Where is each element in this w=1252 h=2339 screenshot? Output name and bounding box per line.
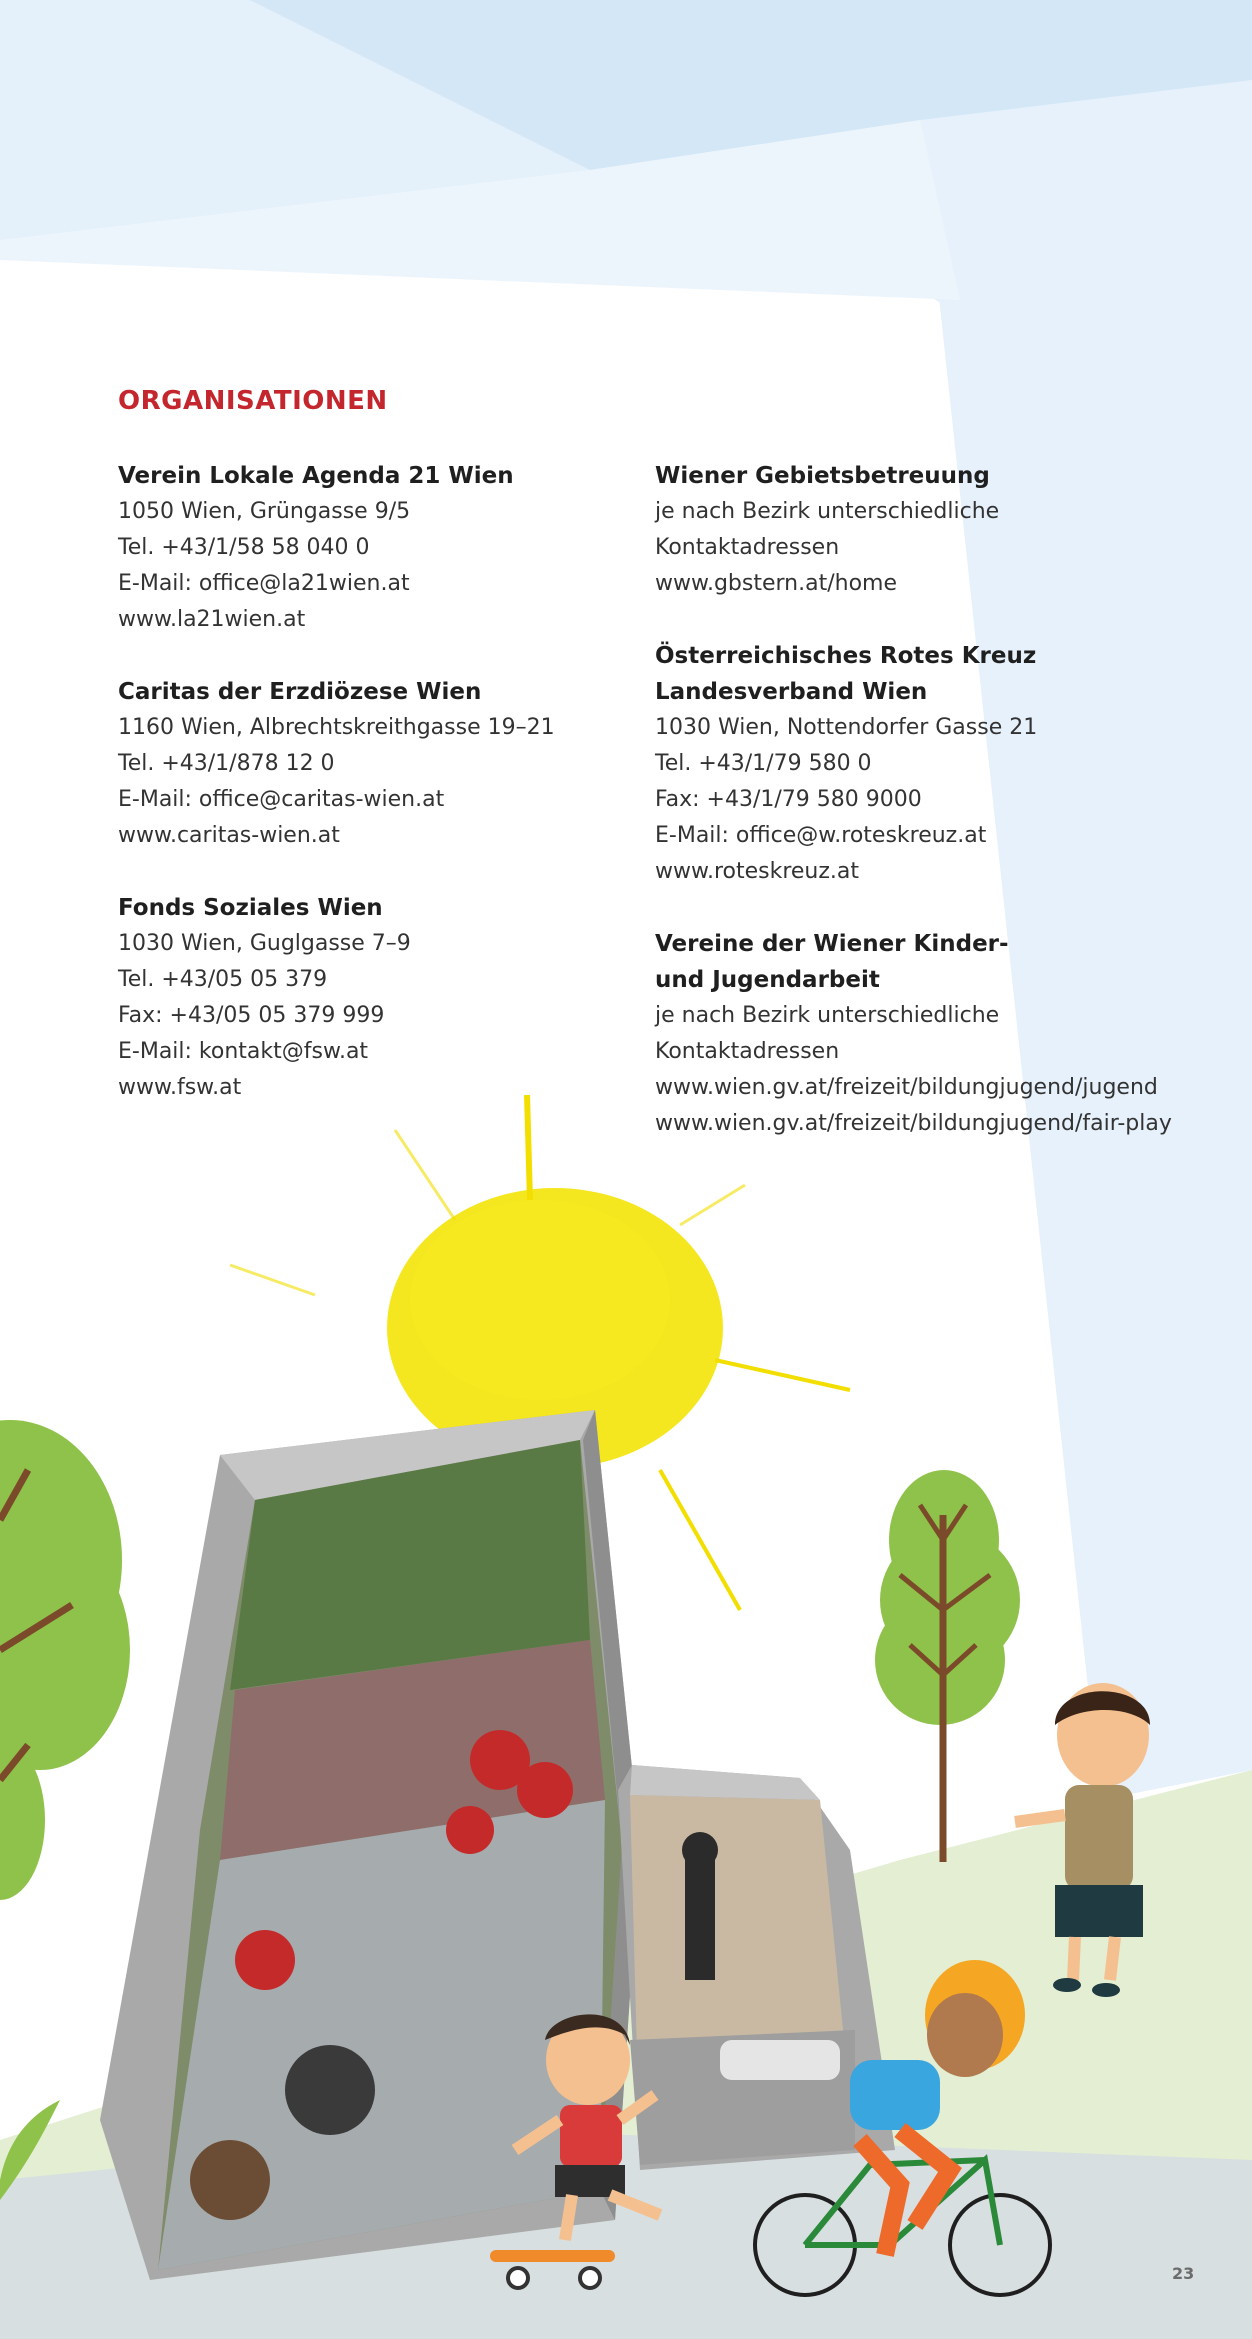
org-description: Kontaktadressen — [655, 1039, 840, 1064]
org-name: Landesverband Wien — [655, 679, 928, 705]
org-name: Vereine der Wiener Kinder- — [655, 931, 1009, 957]
org-email[interactable]: E-Mail: office@la21wien.at — [118, 571, 410, 596]
tree-right — [875, 1470, 1020, 1862]
org-fax: Fax: +43/05 05 379 999 — [118, 1003, 385, 1028]
org-entry-fsw — [118, 890, 638, 1106]
org-website[interactable]: www.fsw.at — [118, 1075, 242, 1100]
org-website[interactable]: www.wien.gv.at/freizeit/bildungjugend/fair-play — [655, 1111, 1172, 1136]
org-phone: Tel. +43/05 05 379 — [118, 967, 328, 992]
tree-left — [0, 1420, 130, 1900]
org-website[interactable]: www.wien.gv.at/freizeit/bildungjugend/jugend — [655, 1075, 1158, 1100]
org-name: Fonds Soziales Wien — [118, 895, 383, 921]
org-name: Wiener Gebietsbetreuung — [655, 463, 990, 489]
org-website[interactable]: www.gbstern.at/home — [655, 571, 897, 596]
org-description: je nach Bezirk unterschiedliche — [655, 499, 1000, 524]
org-website[interactable]: www.la21wien.at — [118, 607, 306, 632]
org-website[interactable]: www.roteskreuz.at — [655, 859, 860, 884]
org-entry-rotes-kreuz — [655, 638, 1215, 890]
page-number: 23 — [1172, 2264, 1195, 2283]
org-name: Caritas der Erzdiözese Wien — [118, 679, 482, 705]
org-name: Verein Lokale Agenda 21 Wien — [118, 463, 514, 489]
org-phone: Tel. +43/1/58 58 040 0 — [118, 535, 370, 560]
org-address: 1030 Wien, Nottendorfer Gasse 21 — [655, 715, 1038, 740]
organisations-left-column — [118, 458, 638, 1142]
org-entry-caritas — [118, 674, 638, 854]
org-website[interactable]: www.caritas-wien.at — [118, 823, 340, 848]
photo-frame-large — [100, 1410, 640, 2280]
org-entry-jugendarbeit — [655, 926, 1215, 1142]
org-entry-la21 — [118, 458, 638, 638]
organisations-right-column — [655, 458, 1215, 1178]
org-phone: Tel. +43/1/878 12 0 — [118, 751, 335, 776]
org-address: 1030 Wien, Guglgasse 7–9 — [118, 931, 411, 956]
org-phone: Tel. +43/1/79 580 0 — [655, 751, 872, 776]
org-description: Kontaktadressen — [655, 535, 840, 560]
org-address: 1050 Wien, Grüngasse 9/5 — [118, 499, 411, 524]
org-name: Österreichisches Rotes Kreuz — [655, 643, 1037, 669]
org-address: 1160 Wien, Albrechtskreithgasse 19–21 — [118, 715, 555, 740]
section-title: ORGANISATIONEN — [118, 386, 388, 416]
org-description: je nach Bezirk unterschiedliche — [655, 1003, 1000, 1028]
org-name: und Jugendarbeit — [655, 967, 880, 993]
org-email[interactable]: E-Mail: office@caritas-wien.at — [118, 787, 445, 812]
org-email[interactable]: E-Mail: office@w.roteskreuz.at — [655, 823, 987, 848]
org-email[interactable]: E-Mail: kontakt@fsw.at — [118, 1039, 369, 1064]
org-fax: Fax: +43/1/79 580 9000 — [655, 787, 922, 812]
org-entry-gebietsbetreuung — [655, 458, 1215, 602]
